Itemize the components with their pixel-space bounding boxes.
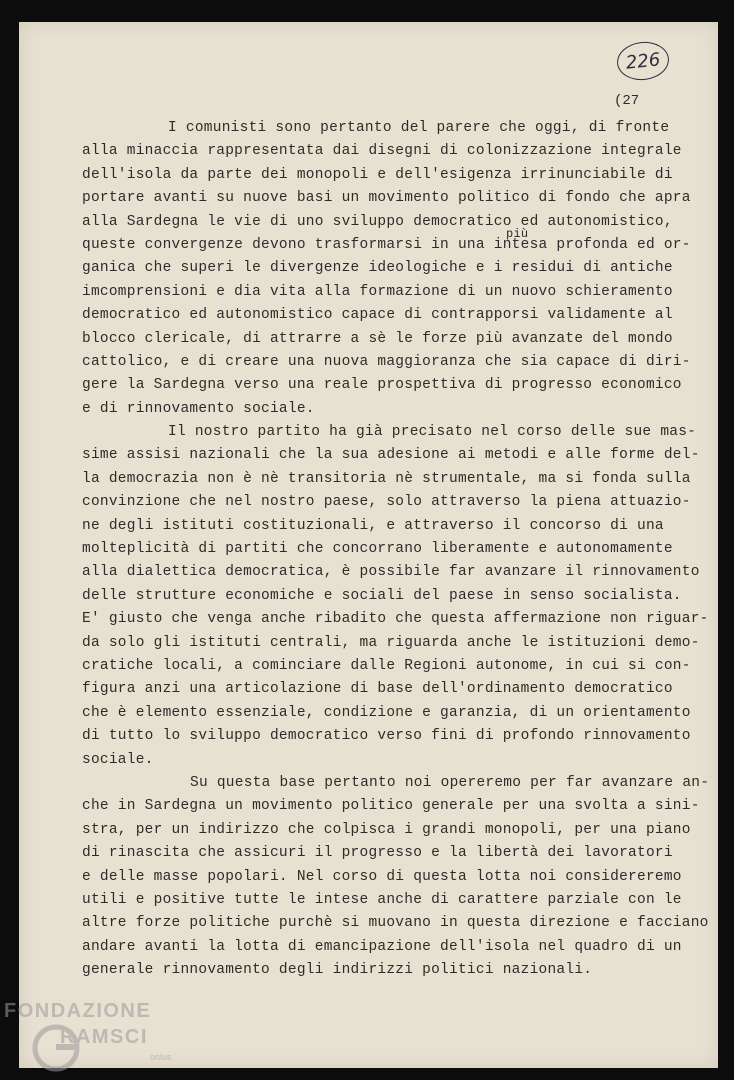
- text-line: che è elemento essenziale, condizione e garanzia, di un orientamento: [82, 704, 691, 721]
- page-number: (27: [614, 93, 640, 109]
- paragraph-2: [82, 421, 709, 772]
- text-line: altre forze politiche purchè si muovano in questa direzione e facciano: [82, 915, 709, 932]
- text-line: da solo gli istituti centrali, ma riguarda anche le istituzioni demo-: [82, 634, 700, 651]
- text-line: I comunisti sono pertanto del parere che oggi, di fronte: [168, 120, 670, 136]
- text-line: e di rinnovamento sociale.: [82, 400, 315, 417]
- text-line: cratiche locali, a cominciare dalle Regioni autonome, in cui si con-: [82, 657, 691, 674]
- text-line: Su questa base pertanto noi opereremo per far avanzare an-: [190, 774, 710, 791]
- text-line: gere la Sardegna verso una reale prospettiva di progresso economico: [82, 377, 682, 394]
- text-line: portare avanti su nuove basi un movimento politico di fondo che apra: [82, 190, 691, 207]
- paragraph-1: [82, 117, 691, 421]
- watermark-line2: RAMSCI: [60, 1026, 148, 1048]
- text-line: generale rinnovamento degli indirizzi politici nazionali.: [82, 962, 593, 979]
- watermark-line1: FONDAZIONE: [4, 1000, 152, 1022]
- text-line: convinzione che nel nostro paese, solo attraverso la piena attuazio-: [82, 494, 691, 511]
- text-line: la democrazia non è nè transitoria nè strumentale, ma si fonda sulla: [82, 470, 691, 487]
- text-line: stra, per un indirizzo che colpisca i grandi monopoli, per una piano: [82, 821, 691, 838]
- fondazione-gramsci-watermark: [4, 1000, 194, 1076]
- text-line: molteplicità di partiti che concorrano liberamente e autonomamente: [82, 541, 673, 558]
- text-line: alla Sardegna le vie di uno sviluppo democratico ed autonomistico,: [82, 213, 673, 230]
- document-body: [82, 117, 710, 982]
- text-line: che in Sardegna un movimento politico generale per una svolta a sini-: [82, 798, 700, 815]
- text-line: alla minaccia rappresentata dai disegni di colonizzazione integrale: [82, 143, 682, 160]
- text-line: alla dialettica democratica, è possibile far avanzare il rinnovamento: [82, 564, 700, 581]
- text-line: ganica che superi le divergenze ideologiche e i residui di antiche: [82, 260, 673, 277]
- text-line: cattolico, e di creare una nuova maggioranza che sia capace di diri-: [82, 353, 691, 370]
- text-line: Il nostro partito ha già precisato nel corso delle sue mas-: [168, 424, 697, 441]
- text-line: democratico ed autonomistico capace di contrapporsi validamente al: [82, 307, 673, 324]
- text-line: figura anzi una articolazione di base dell'ordinamento democratico: [82, 681, 673, 698]
- text-line: queste convergenze devono trasformarsi in una intesa profonda ed or-: [82, 236, 691, 253]
- text-line: delle strutture economiche e sociali del paese in senso socialista.: [82, 587, 682, 604]
- archive-number: 226: [624, 48, 662, 74]
- text-line-with-insertion: [82, 226, 691, 257]
- text-line: sime assisi nazionali che la sua adesione ai metodi e alle forme del-: [82, 447, 700, 464]
- text-line: utili e positive tutte le intese anche di carattere parziale con le: [82, 891, 682, 908]
- text-line: sociale.: [82, 751, 154, 768]
- watermark-sub: onlus: [150, 1052, 172, 1062]
- text-line: E' giusto che venga anche ribadito che questa affermazione non riguar-: [82, 611, 709, 628]
- text-line: di tutto lo sviluppo democratico verso fini di profondo rinnovamento: [82, 728, 691, 745]
- text-line: di rinascita che assicuri il progresso e la libertà dei lavoratori: [82, 845, 673, 862]
- handwritten-insertion: più: [506, 226, 529, 241]
- text-line: dell'isola da parte dei monopoli e dell'esigenza irrinunciabile di: [82, 166, 673, 183]
- text-line: e delle masse popolari. Nel corso di questa lotta noi considereremo: [82, 868, 682, 885]
- paragraph-3: [82, 772, 710, 983]
- text-line: ne degli istituti costituzionali, e attraverso il concorso di una: [82, 517, 664, 534]
- text-line: blocco clericale, di attrarre a sè le forze più avanzate del mondo: [82, 330, 673, 347]
- text-line: andare avanti la lotta di emancipazione dell'isola nel quadro di un: [82, 938, 682, 955]
- text-line: imcomprensioni e dia vita alla formazione di un nuovo schieramento: [82, 283, 673, 300]
